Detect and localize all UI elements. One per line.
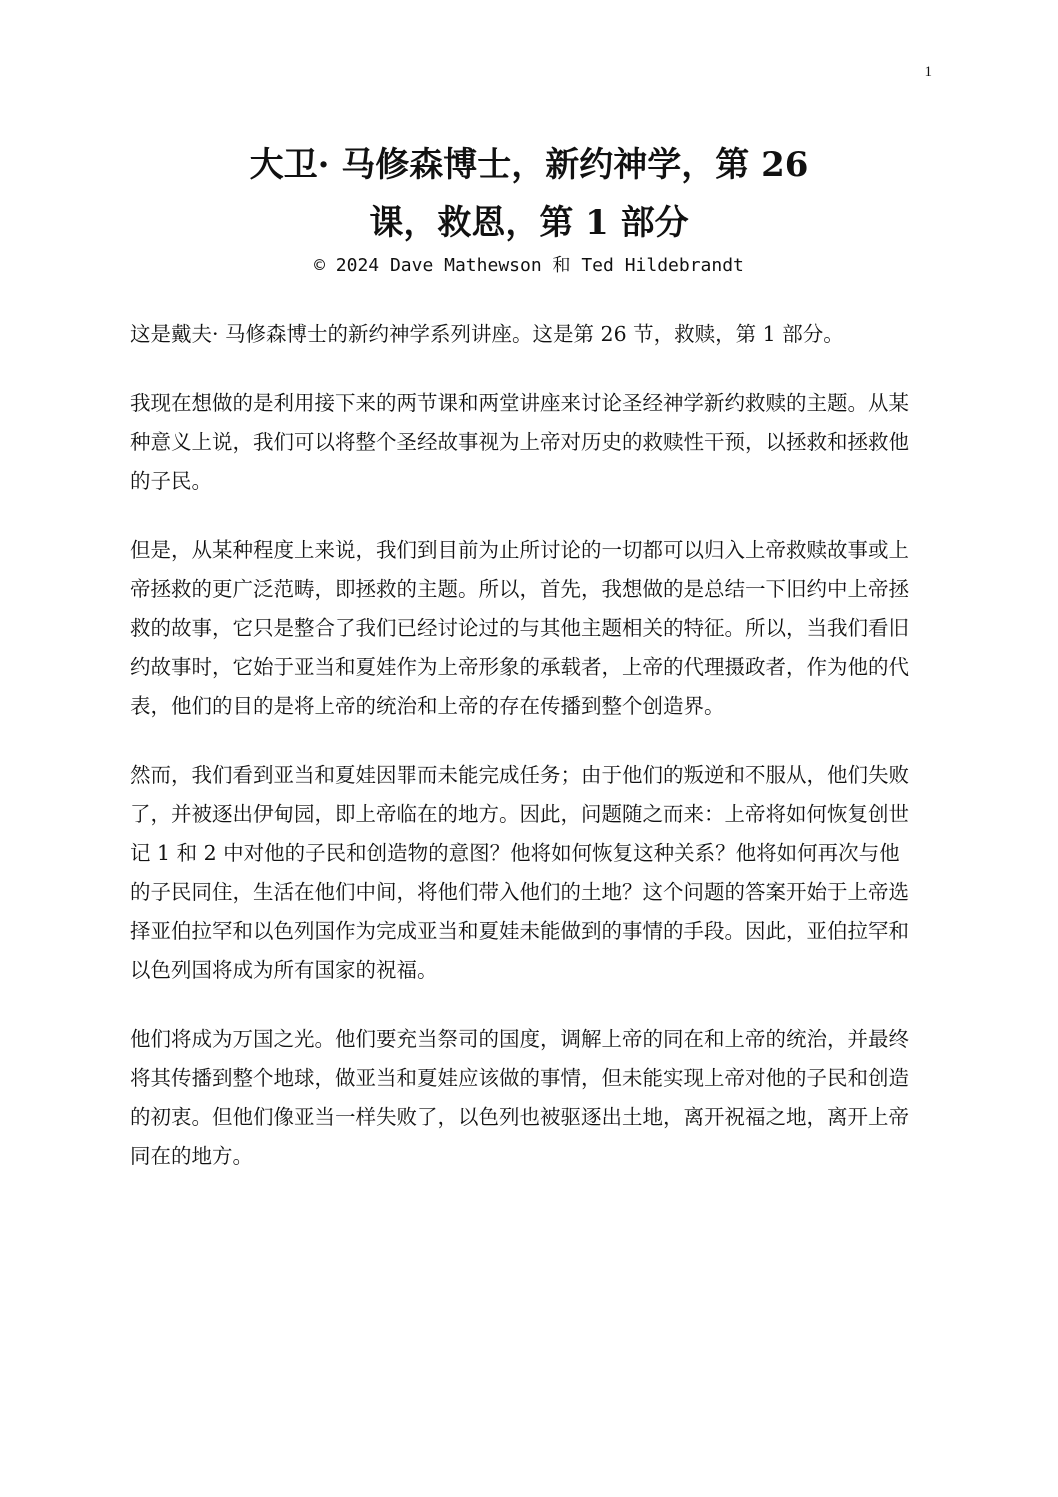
paragraph: 然而，我们看到亚当和夏娃因罪而未能完成任务；由于他们的叛逆和不服从，他们失败了，并被逐出伊甸园，即上帝临在的地方。因此，问题随之而来：上帝将如何恢复创世记 1 和 2 中对他的子民和创造物的意图？他将如何恢复这种关系？他将如何再次与他的子民同住，生活在他们中间，将他们带入他们的土地？这个问题的答案开始于上帝选择亚伯拉罕和以色列国作为完成亚当和夏娃未能做到的事情的手段。因此，亚伯拉罕和以色列国将成为所有国家的祝福。 bbox=[130, 763, 909, 982]
document-body bbox=[130, 315, 920, 1206]
paragraph: 我现在想做的是利用接下来的两节课和两堂讲座来讨论圣经神学新约救赎的主题。从某种意义上说，我们可以将整个圣经故事视为上帝对历史的救赎性干预，以拯救和拯救他的子民。 bbox=[130, 391, 909, 493]
document-title-line-2: 课，救恩，第 1 部分 bbox=[369, 203, 689, 243]
paragraph: 但是，从某种程度上来说，我们到目前为止所讨论的一切都可以归入上帝救赎故事或上帝拯救的更广泛范畴，即拯救的主题。所以，首先，我想做的是总结一下旧约中上帝拯救的故事，它只是整合了我们已经讨论过的与其他主题相关的特征。所以，当我们看旧约故事时，它始于亚当和夏娃作为上帝形象的承载者，上帝的代理摄政者，作为他的代表，他们的目的是将上帝的统治和上帝的存在传播到整个创造界。 bbox=[130, 538, 909, 718]
document-title-line-1: 大卫· 马修森博士，新约神学，第 26 bbox=[249, 145, 809, 185]
document-header bbox=[130, 136, 928, 278]
page-number: 1 bbox=[924, 64, 932, 80]
paragraph: 他们将成为万国之光。他们要充当祭司的国度，调解上帝的同在和上帝的统治，并最终将其传播到整个地球，做亚当和夏娃应该做的事情，但未能实现上帝对他的子民和创造的初衷。但他们像亚当一样失败了，以色列也被驱逐出土地，离开祝福之地，离开上帝同在的地方。 bbox=[130, 1027, 909, 1168]
copyright-line: © 2024 Dave Mathewson 和 Ted Hildebrandt bbox=[314, 255, 744, 276]
paragraph: 这是戴夫· 马修森博士的新约神学系列讲座。这是第 26 节，救赎，第 1 部分。 bbox=[130, 322, 844, 346]
